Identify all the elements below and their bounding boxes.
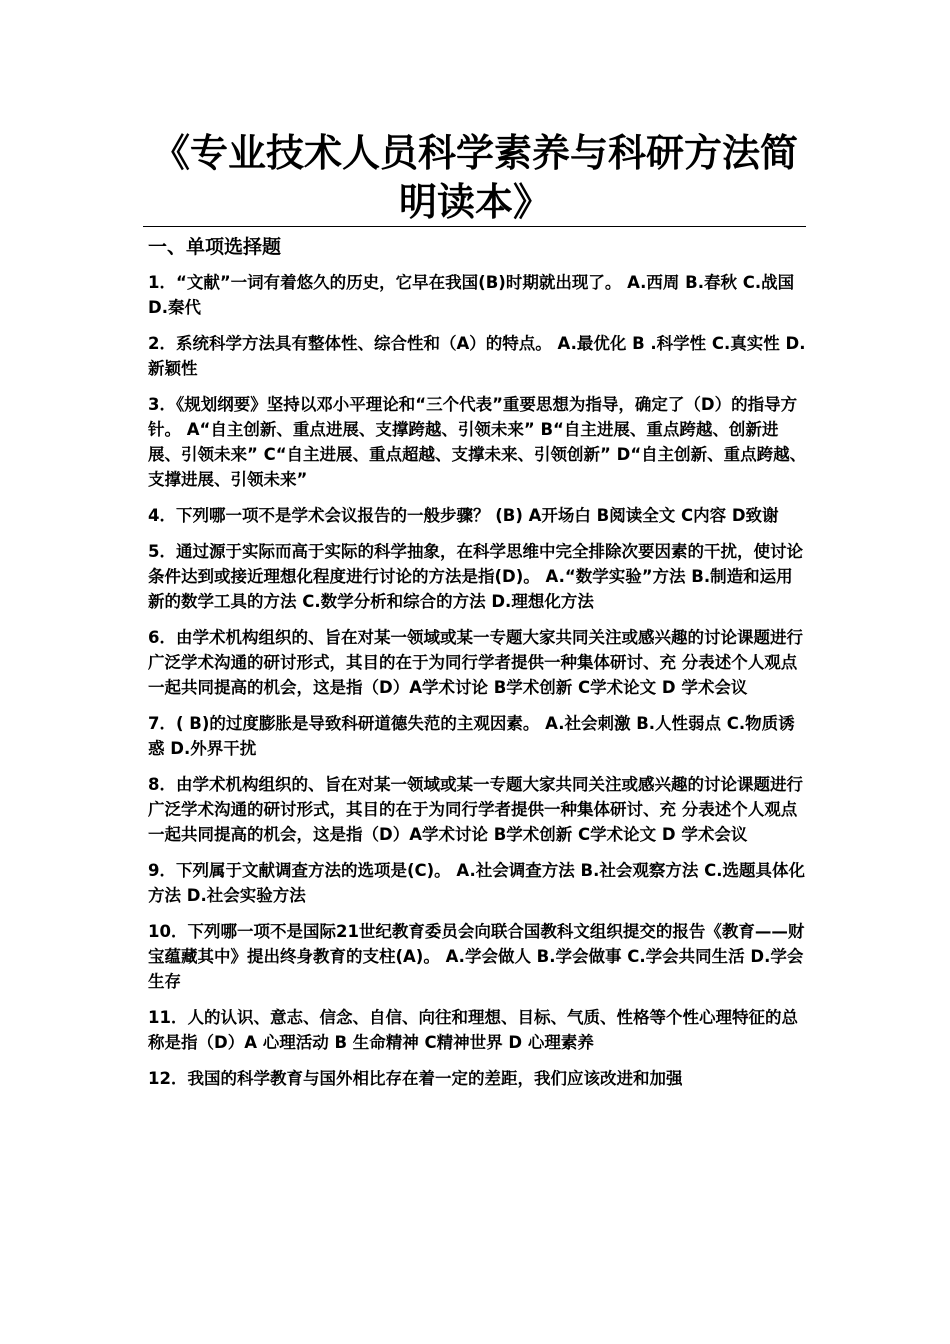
question-list bbox=[148, 270, 808, 1102]
question-item: 10．下列哪一项不是国际21世纪教育委员会向联合国教科文组织提交的报告《教育——财宝蕴藏其中》提出终身教育的支柱(A)。 A.学会做人 B.学会做事 C.学会共同生活 D.学会生存 bbox=[148, 922, 805, 991]
question-item: 3．《规划纲要》坚持以邓小平理论和“三个代表”重要思想为指导，确定了（D）的指导方针。 A“自主创新、重点进展、支撑跨越、引领未来” B“自主进展、重点跨越、创新进展、引领未来” C“自主进展、重点超越、支撑未来、引领创新” D“自主创新、重点跨越、支撑进展、引领未来” bbox=[148, 395, 807, 489]
section-heading: 一、单项选择题 bbox=[148, 236, 282, 258]
question-item: 11．人的认识、意志、信念、自信、向往和理想、目标、气质、性格等个性心理特征的总称是指（D）A 心理活动 B 生命精神 C精神世界 D 心理素养 bbox=[148, 1008, 798, 1052]
question-item: 8．由学术机构组织的、旨在对某一领域或某一专题大家共同关注或感兴趣的讨论课题进行广泛学术沟通的研讨形式，其目的在于为同行学者提供一种集体研讨、充 分表述个人观点一起共同提高的机会，这是指（D）A学术讨论 B学术创新 C学术论文 D 学术会议 bbox=[148, 775, 803, 844]
question-item: 9．下列属于文献调查方法的选项是(C)。 A.社会调查方法 B.社会观察方法 C.选题具体化方法 D.社会实验方法 bbox=[148, 861, 805, 905]
question-item: 5．通过源于实际而高于实际的科学抽象，在科学思维中完全排除次要因素的干扰，使讨论条件达到或接近理想化程度进行讨论的方法是指(D)。 A.“数学实验”方法 B.制造和运用新的数学工具的方法 C.数学分析和综合的方法 D.理想化方法 bbox=[148, 542, 803, 611]
question-item: 6．由学术机构组织的、旨在对某一领域或某一专题大家共同关注或感兴趣的讨论课题进行广泛学术沟通的研讨形式，其目的在于为同行学者提供一种集体研讨、充 分表述个人观点一起共同提高的机会，这是指（D）A学术讨论 B学术创新 C学术论文 D 学术会议 bbox=[148, 628, 803, 697]
document-title: 《专业技术人员科学素养与科研方法简明读本》 bbox=[151, 130, 798, 224]
title-divider bbox=[143, 226, 806, 227]
question-item: 7．( B)的过度膨胀是导致科研道德失范的主观因素。 A.社会刺激 B.人性弱点 C.物质诱惑 D.外界干扰 bbox=[148, 714, 795, 758]
question-item: 2．系统科学方法具有整体性、综合性和（A）的特点。 A.最优化 B .科学性 C.真实性 D.新颖性 bbox=[148, 334, 806, 378]
question-item: 12．我国的科学教育与国外相比存在着一定的差距，我们应该改进和加强 bbox=[148, 1069, 683, 1088]
question-item: 1．“文献”一词有着悠久的历史，它早在我国(B)时期就出现了。 A.西周 B.春秋 C.战国 D.秦代 bbox=[148, 273, 795, 317]
question-item: 4．下列哪一项不是学术会议报告的一般步骤？ (B) A开场白 B阅读全文 C内容 D致谢 bbox=[148, 506, 779, 525]
